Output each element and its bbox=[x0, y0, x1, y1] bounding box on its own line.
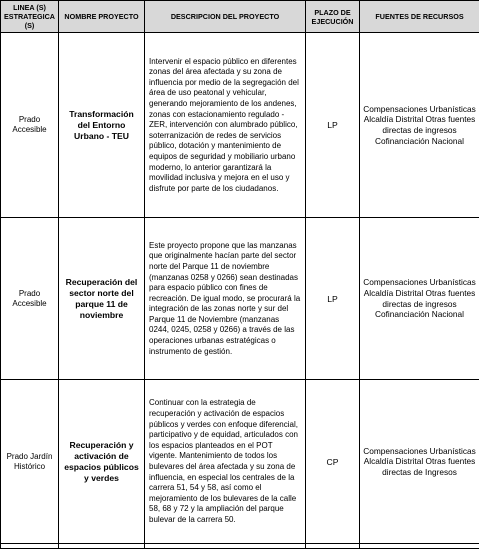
header-project-name: NOMBRE PROYECTO bbox=[59, 1, 145, 33]
empty-cell bbox=[59, 544, 145, 549]
table-header-row bbox=[1, 1, 479, 33]
header-execution-term: PLAZO DE EJECUCIÓN bbox=[306, 1, 360, 33]
table-row-partial bbox=[1, 544, 479, 549]
table-row bbox=[1, 33, 479, 218]
execution-term-cell: LP bbox=[306, 218, 360, 380]
header-strategic-line: LINEA (S) ESTRATEGICA (S) bbox=[1, 1, 59, 33]
project-description-cell: Intervenir el espacio público en diferentes zonas del área afectada y su zona de influencia por medio de la segregación del área de uso peatonal y vehicular, generando mejoramiento de los andenes, zonas con estacionamiento regulado - ZER, intervención con alumbrado público, soterranización de redes de servicios público, dotación y mantenimiento de equipos de seguridad y mobiliario urbano moderno, lo anterior garantizará la movilidad inclusiva y mejora en el uso y disfrute por parte de los ciudadanos. bbox=[145, 33, 306, 218]
strategic-line-cell: Prado Accesible bbox=[1, 218, 59, 380]
project-description-cell: Este proyecto propone que las manzanas que originalmente hacían parte del sector norte del Parque 11 de noviembre (manzanas 0258 y 0266) sean destinadas para espacio público con fines de recreación. De igual modo, se procurará la integración de las zonas norte y sur del Parque 11 de Noviembre (manzanas 0244, 0245, 0258 y 0266) a través de las operaciones urbanas estratégicas o instrumento de gestión. bbox=[145, 218, 306, 380]
execution-term-cell: CP bbox=[306, 380, 360, 544]
table-row bbox=[1, 218, 479, 380]
funding-sources-cell: Compensaciones Urbanísticas Alcaldía Distrital Otras fuentes directas de ingresos Cofinanciación Nacional bbox=[360, 33, 479, 218]
strategic-line-cell: Prado Jardín Histórico bbox=[1, 380, 59, 544]
table-row bbox=[1, 380, 479, 544]
empty-cell bbox=[145, 544, 306, 549]
execution-term-cell: LP bbox=[306, 33, 360, 218]
empty-cell bbox=[1, 544, 59, 549]
project-name-cell: Transformación del Entorno Urbano - TEU bbox=[59, 33, 145, 218]
empty-cell bbox=[306, 544, 360, 549]
header-project-description: DESCRIPCION DEL PROYECTO bbox=[145, 1, 306, 33]
header-funding-sources: FUENTES DE RECURSOS bbox=[360, 1, 479, 33]
funding-sources-cell: Compensaciones Urbanísticas Alcaldía Distrital Otras fuentes directas de Ingresos bbox=[360, 380, 479, 544]
project-name-cell: Recuperación del sector norte del parque 11 de noviembre bbox=[59, 218, 145, 380]
strategic-line-cell: Prado Accesible bbox=[1, 33, 59, 218]
project-description-cell: Continuar con la estrategia de recuperación y activación de espacios públicos y verdes con enfoque diferencial, participativo y de equidad, articulados con los espacios planteados en el POT vigente. Mantenimiento de todos los bulevares del área afectada y su zona de influencia, en especial los centrales de la carrera 51, 54 y 58, así como el mejoramiento de los bulevares de la calle 58, 68 y 72 y la ampliación del parque bulevar de la carrera 50. bbox=[145, 380, 306, 544]
project-name-cell: Recuperación y activación de espacios públicos y verdes bbox=[59, 380, 145, 544]
funding-sources-cell: Compensaciones Urbanísticas Alcaldía Distrital Otras fuentes directas de ingresos Cofinanciación Nacional bbox=[360, 218, 479, 380]
empty-cell bbox=[360, 544, 479, 549]
